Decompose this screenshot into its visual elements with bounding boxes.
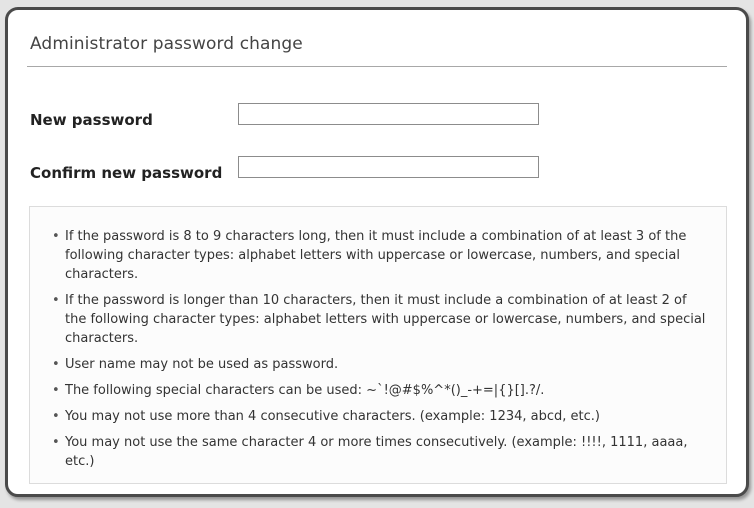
rule-text: You may not use more than 4 consecutive characters. (example: 1234, abcd, etc.): [65, 409, 600, 424]
bullet-icon: •: [52, 293, 60, 308]
password-change-panel: [5, 7, 749, 497]
new-password-input[interactable]: [238, 103, 539, 125]
title-divider: [27, 66, 727, 67]
rule-text: You may not use the same character 4 or more times consecutively. (example: !!!!, 1111, aaaa, etc.): [65, 435, 688, 469]
rule-text: The following special characters can be used: ~`!@#$%^*()_-+=|{}[].?/.: [65, 383, 545, 398]
rule-text: User name may not be used as password.: [65, 357, 339, 372]
password-rule: [52, 227, 712, 284]
bullet-icon: •: [52, 435, 60, 450]
new-password-label: New password: [30, 111, 153, 129]
confirm-password-input[interactable]: [238, 156, 539, 178]
password-rules-list: [30, 207, 726, 471]
confirm-password-label: Confirm new password: [30, 164, 223, 182]
password-rule: [52, 407, 712, 426]
bullet-icon: •: [52, 229, 60, 244]
panel-title: Administrator password change: [30, 34, 303, 54]
password-rule: [52, 291, 712, 348]
password-rule: [52, 381, 712, 400]
password-rule: [52, 433, 712, 471]
password-rule: [52, 355, 712, 374]
bullet-icon: •: [52, 409, 60, 424]
rule-text: If the password is 8 to 9 characters long, then it must include a combination of at least 3 of the following character types: alphabet letters with uppercase or lowercase, numbers, and special characters.: [65, 229, 687, 282]
password-rules-box: [29, 206, 727, 484]
rule-text: If the password is longer than 10 characters, then it must include a combination of at least 2 of the following character types: alphabet letters with uppercase or lowercase, numbers, and special characters.: [65, 293, 706, 346]
bullet-icon: •: [52, 383, 60, 398]
bullet-icon: •: [52, 357, 60, 372]
